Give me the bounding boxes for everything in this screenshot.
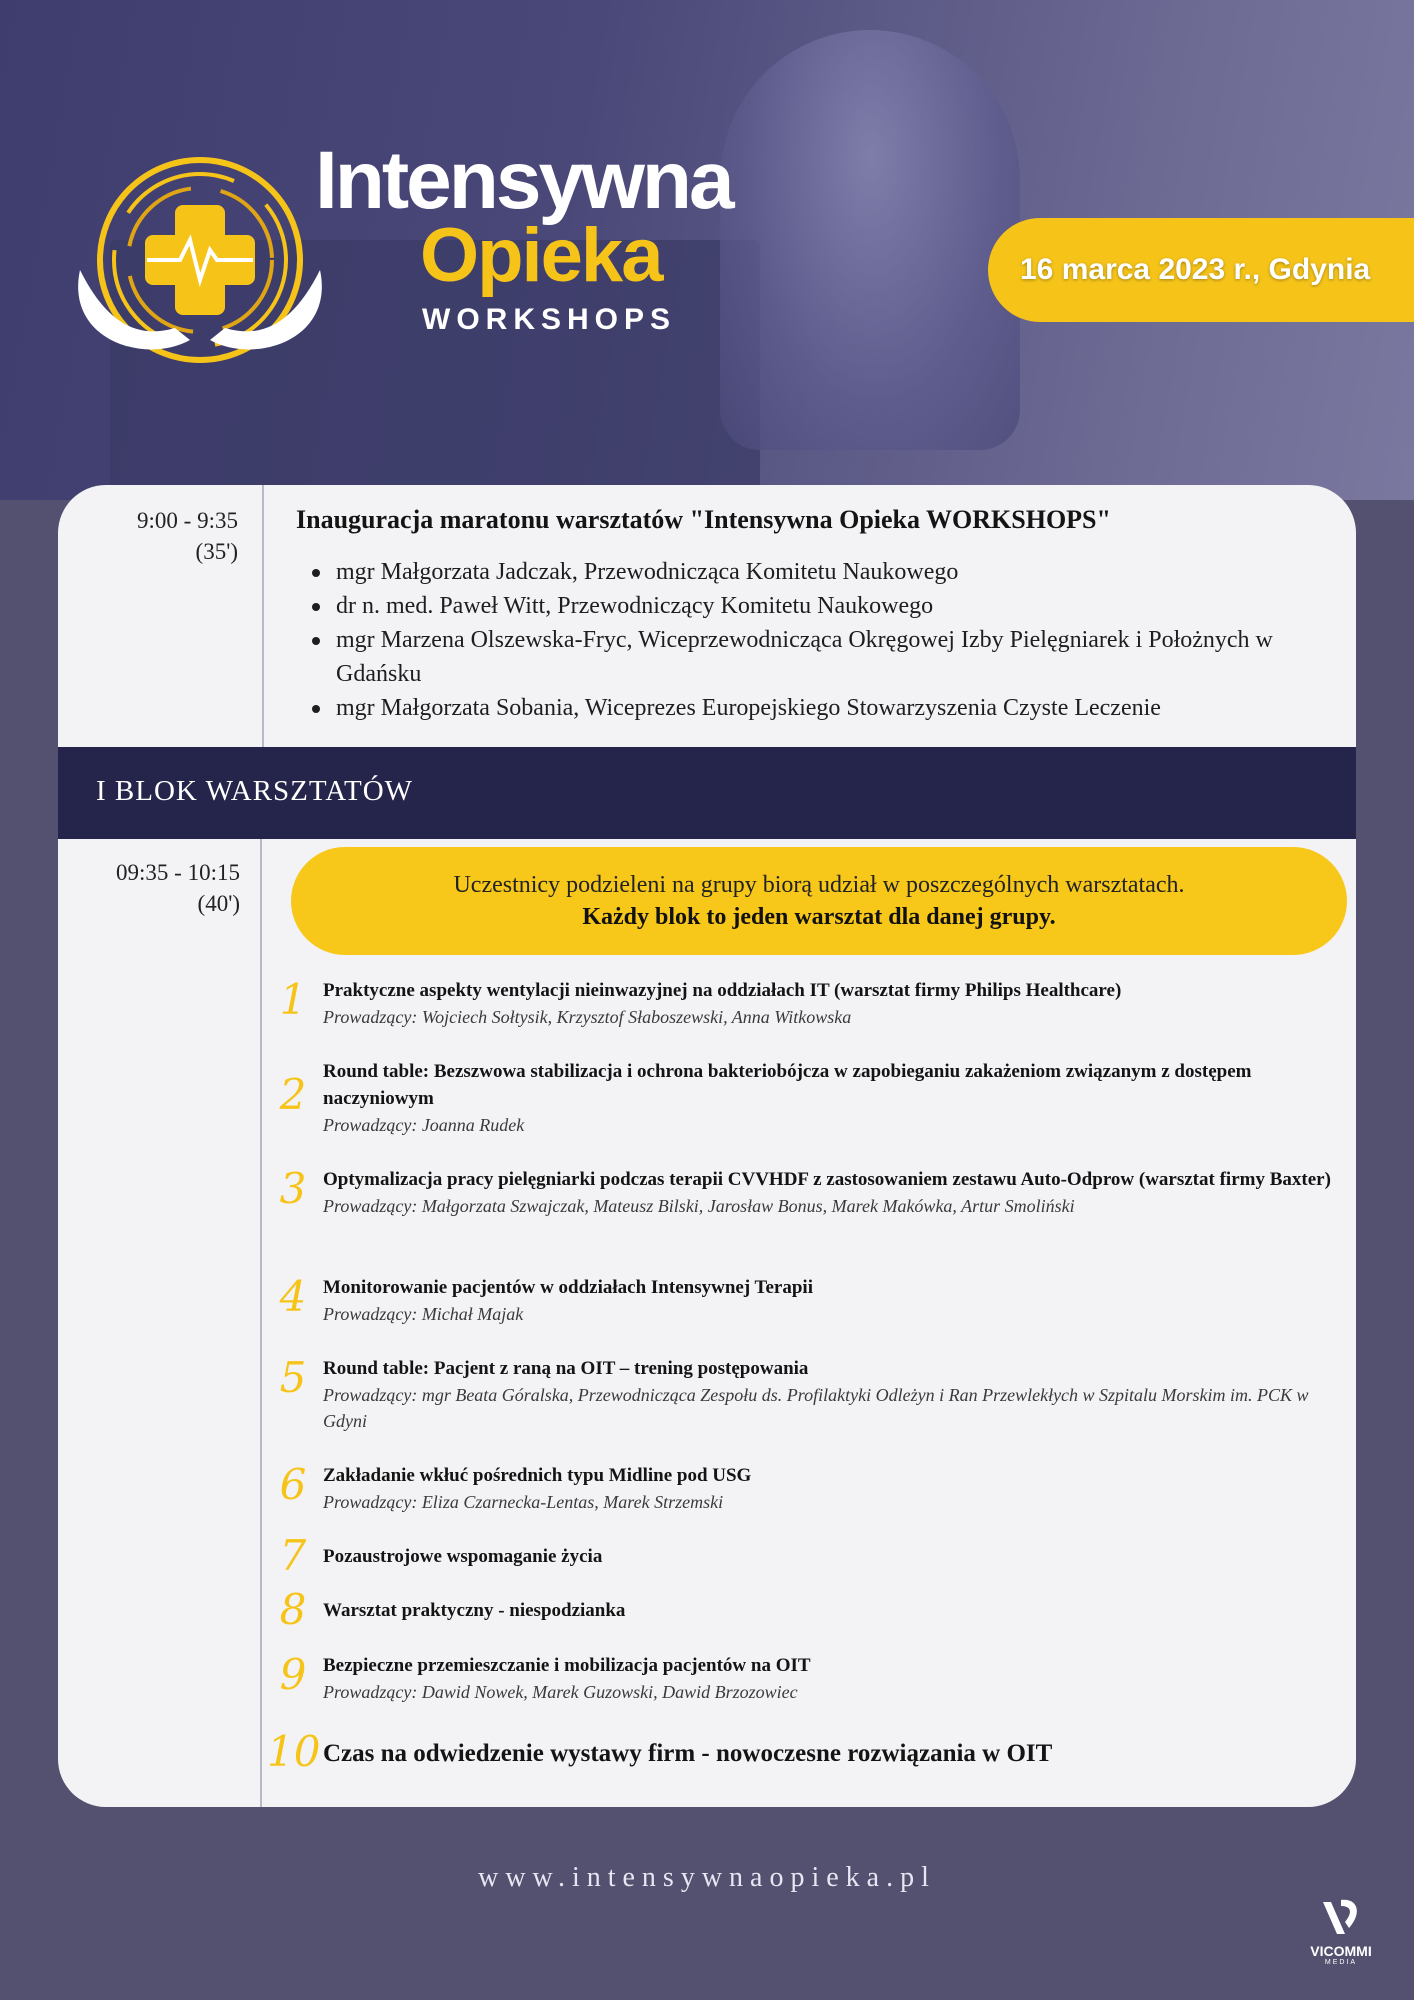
- workshop-number: 2: [279, 1070, 307, 1119]
- vicommi-v-icon: [1319, 1898, 1363, 1938]
- workshop-title: Pozaustrojowe wspomaganie życia: [323, 1546, 603, 1567]
- block-time: [90, 857, 240, 919]
- workshop-number: 1: [279, 975, 307, 1024]
- logo-word-intensywna: Intensywna: [315, 135, 732, 226]
- workshop-title: Bezpieczne przemieszczanie i mobilizacja pacjentów na OIT: [323, 1655, 811, 1676]
- workshop-number: 9: [279, 1650, 307, 1699]
- workshop-number: 10: [267, 1727, 321, 1776]
- vicommi-brand-text: VICOMMI: [1310, 1943, 1372, 1959]
- workshop-leaders: Prowadzący: Wojciech Sołtysik, Krzysztof Słaboszewski, Anna Witkowska: [323, 1007, 852, 1027]
- logo-word-workshops: WORKSHOPS: [422, 303, 677, 336]
- intro-speaker-list: [296, 555, 1336, 725]
- notice-line-2: Każdy blok to jeden warsztat dla danej grupy.: [582, 904, 1056, 930]
- workshop-title: Monitorowanie pacjentów w oddziałach Intensywnej Terapii: [323, 1277, 813, 1298]
- workshop-title: Round table: Pacjent z raną na OIT – trening postępowania: [323, 1358, 809, 1379]
- workshop-number: 3: [279, 1164, 307, 1213]
- block-time-range: 09:35 - 10:15: [116, 860, 240, 885]
- intro-time: [88, 505, 238, 567]
- workshop-leaders: Prowadzący: mgr Beata Góralska, Przewodnicząca Zespołu ds. Profilaktyki Odleżyn i Ran Przewlekłych w Szpitalu Morskim im. PCK w Gdyni: [323, 1385, 1309, 1431]
- workshop-title: Zakładanie wkłuć pośrednich typu Midline pod USG: [323, 1465, 752, 1486]
- divider-top: [262, 485, 264, 747]
- workshop-leaders: Prowadzący: Dawid Nowek, Marek Guzowski, Dawid Brzozowiec: [323, 1682, 798, 1702]
- speaker-item: dr n. med. Paweł Witt, Przewodniczący Komitetu Naukowego: [296, 589, 1336, 623]
- date-location-text: 16 marca 2023 r., Gdynia: [1020, 253, 1371, 286]
- intro-title: Inauguracja maratonu warsztatów "Intensywna Opieka WORKSHOPS": [296, 505, 1111, 534]
- website-url[interactable]: www.intensywnaopieka.pl: [478, 1862, 936, 1893]
- logo-word-opieka: Opieka: [420, 213, 662, 298]
- workshop-number: 7: [279, 1531, 307, 1580]
- notice-line-1: Uczestnicy podzieleni na grupy biorą udział w poszczególnych warsztatach.: [453, 872, 1185, 898]
- nurse-photo: [720, 30, 1020, 450]
- workshop-number: 6: [279, 1460, 307, 1509]
- vicommi-brand-subtext: MEDIA: [1324, 1959, 1358, 1966]
- workshop-number: 4: [279, 1272, 307, 1321]
- speaker-item: mgr Małgorzata Jadczak, Przewodnicząca Komitetu Naukowego: [296, 555, 1336, 589]
- workshop-number: 5: [279, 1353, 307, 1402]
- workshop-leaders: Prowadzący: Małgorzata Szwajczak, Mateusz Bilski, Jarosław Bonus, Marek Makówka, Artur Smoliński: [323, 1196, 1075, 1216]
- divider-bottom: [260, 839, 262, 1807]
- speaker-item: mgr Małgorzata Sobania, Wiceprezes Europejskiego Stowarzyszenia Czyste Leczenie: [296, 691, 1336, 725]
- workshop-leaders: Prowadzący: Joanna Rudek: [323, 1115, 525, 1135]
- workshop-title: Warsztat praktyczny - niespodzianka: [323, 1600, 626, 1621]
- workshop-number: 8: [279, 1585, 307, 1634]
- medical-cross-emblem-icon: [65, 140, 335, 400]
- workshop-title: Optymalizacja pracy pielęgniarki podczas terapii CVVHDF z zastosowaniem zestawu Auto-Odprow (warsztat firmy Baxter): [323, 1169, 1331, 1190]
- event-logo: [65, 135, 732, 400]
- workshop-leaders: Prowadzący: Michał Majak: [323, 1304, 524, 1324]
- intro-duration: (35'): [195, 539, 238, 564]
- intro-time-range: 9:00 - 9:35: [137, 508, 238, 533]
- workshop-title: Round table: Bezszwowa stabilizacja i ochrona bakteriobójcza w zapobieganiu zakażeniom związanym z dostępem naczyniowym: [323, 1061, 1252, 1109]
- speaker-item: mgr Marzena Olszewska-Fryc, Wiceprzewodnicząca Okręgowej Izby Pielęgniarek i Położnych w Gdańsku: [296, 623, 1336, 691]
- workshop-title: Praktyczne aspekty wentylacji nieinwazyjnej na oddziałach IT (warsztat firmy Philips Healthcare): [323, 980, 1122, 1001]
- date-location-badge: [988, 218, 1414, 322]
- agenda-card: [58, 485, 1356, 1807]
- vicommi-media-logo: [1306, 1898, 1376, 1968]
- group-notice-banner: [291, 847, 1347, 955]
- block-title: I BLOK WARSZTATÓW: [96, 775, 414, 807]
- workshop-title: Czas na odwiedzenie wystawy firm - nowoczesne rozwiązania w OIT: [323, 1740, 1053, 1767]
- block-duration: (40'): [197, 891, 240, 916]
- workshop-leaders: Prowadzący: Eliza Czarnecka-Lentas, Marek Strzemski: [323, 1492, 724, 1512]
- block-header: [58, 747, 1356, 839]
